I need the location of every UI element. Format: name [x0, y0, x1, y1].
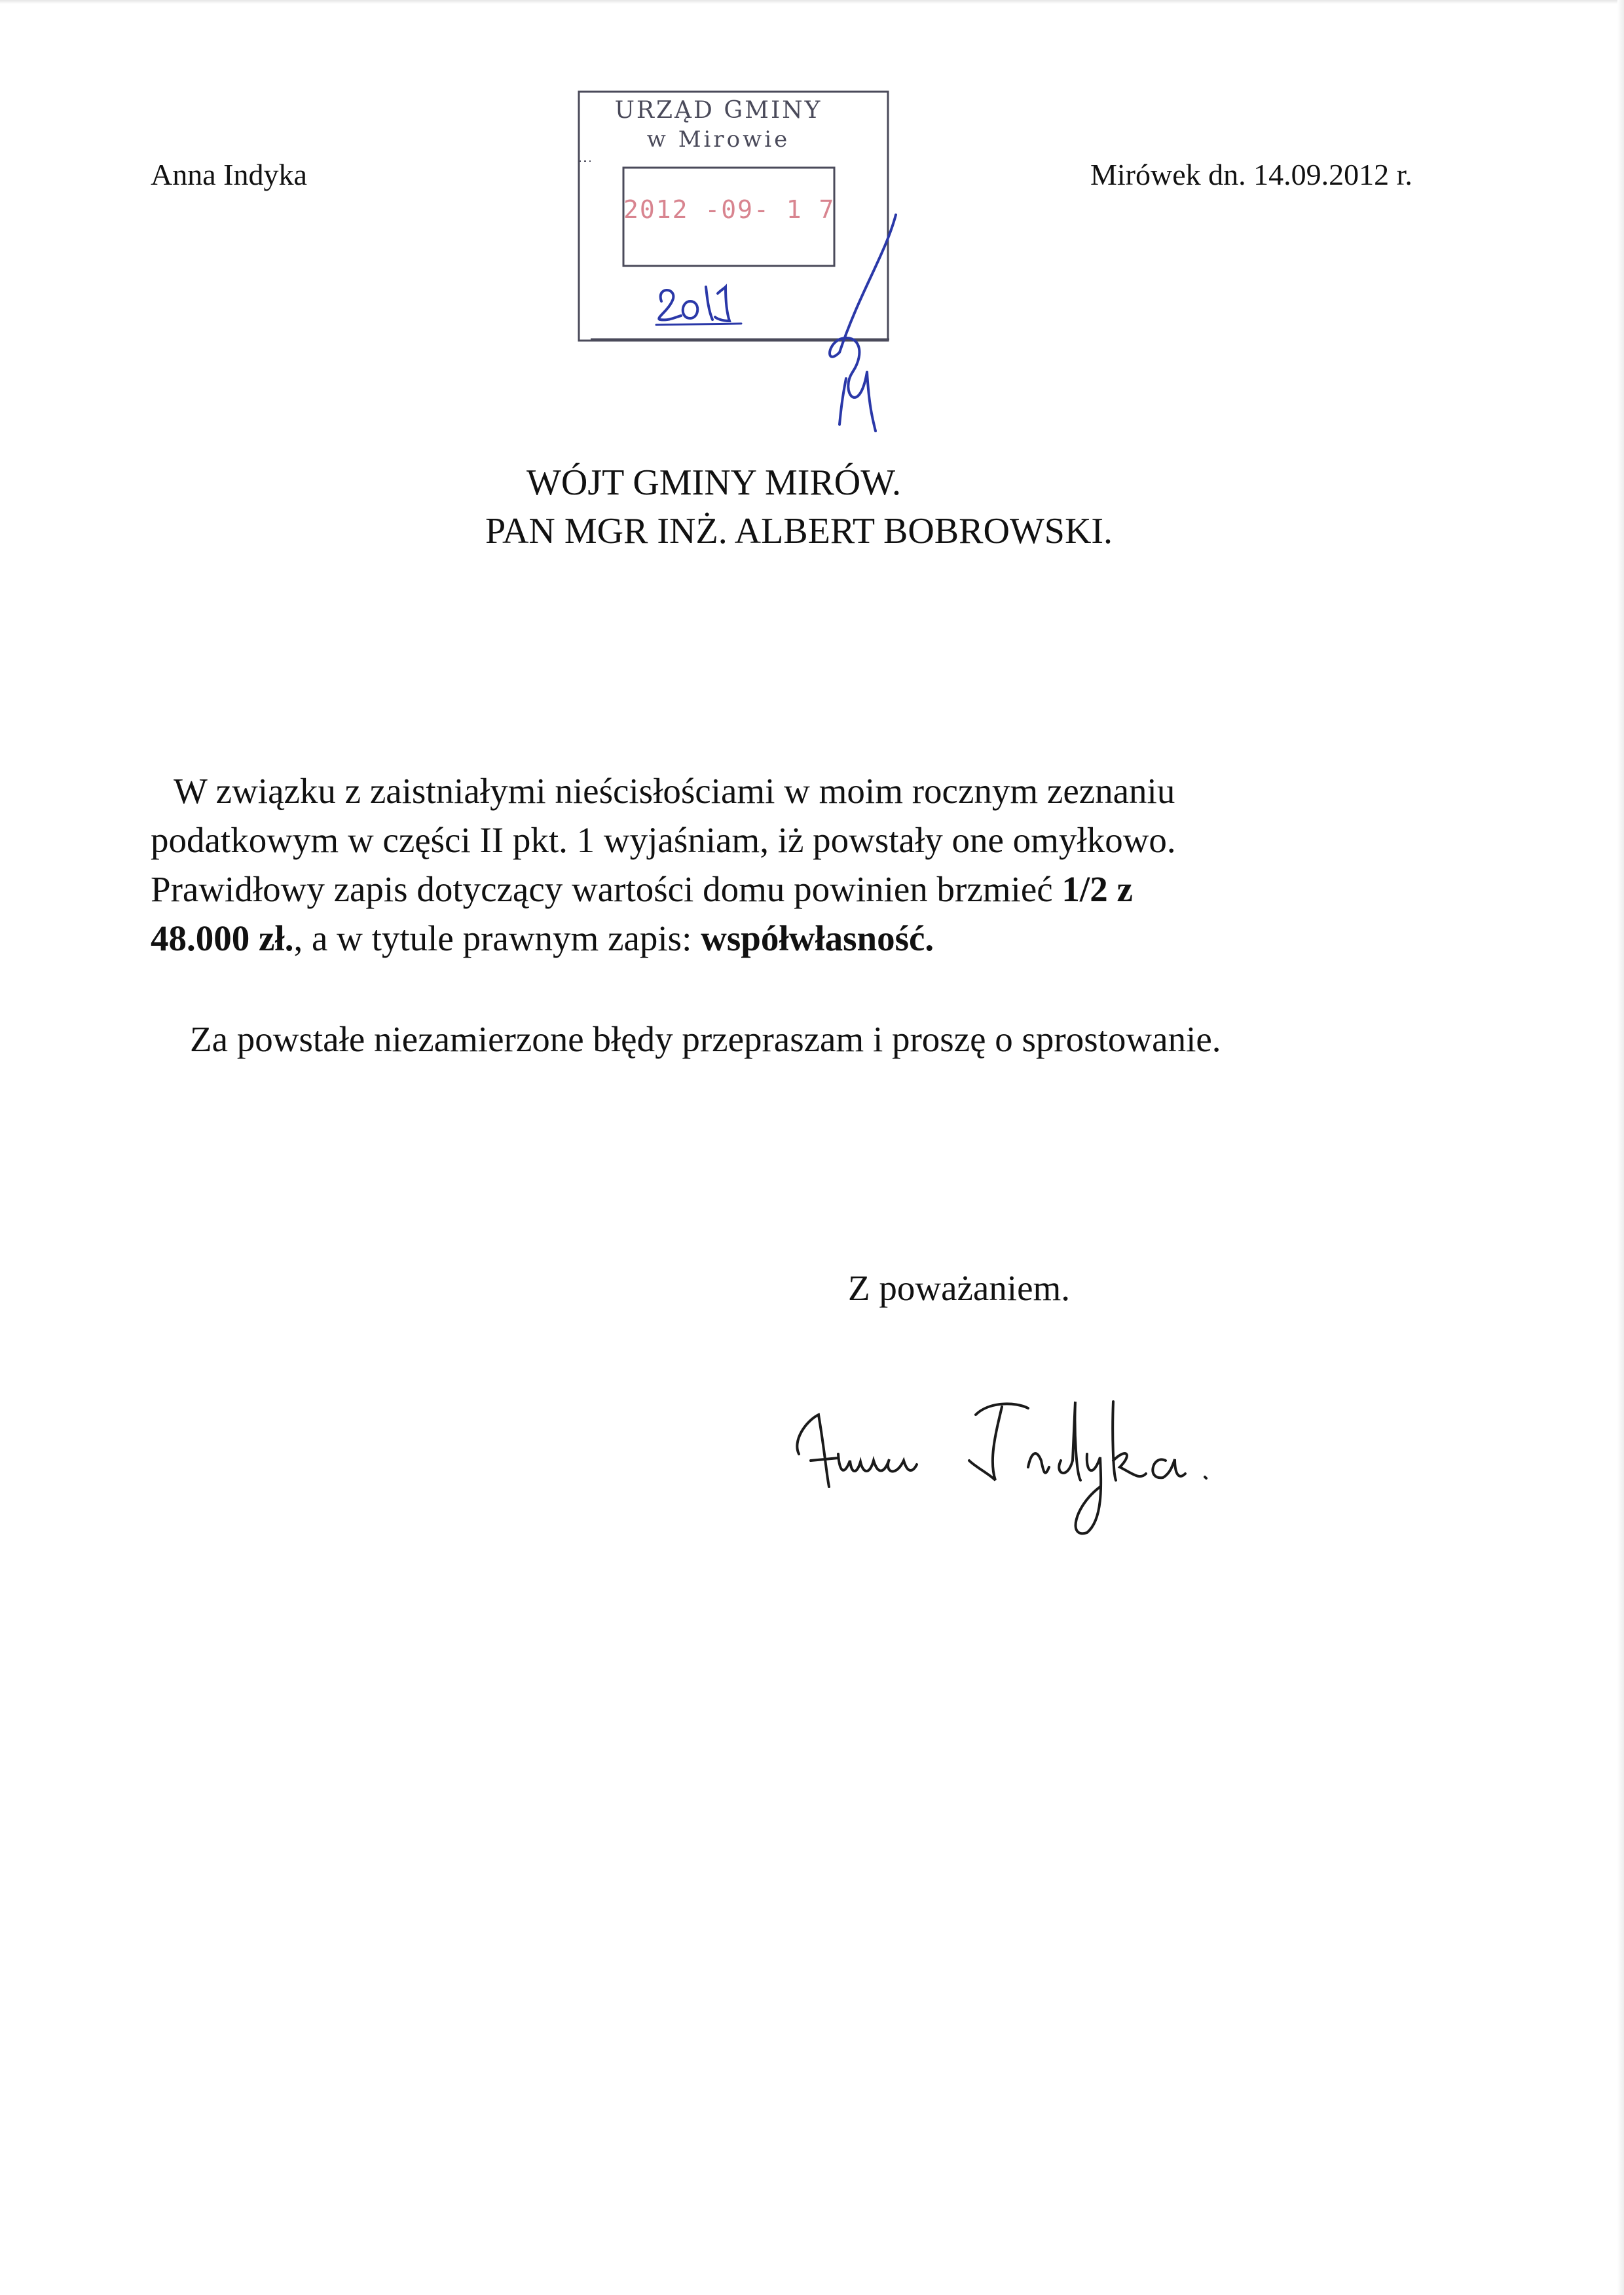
stamp-office-place: w Mirowie	[646, 126, 790, 153]
body-legal-title: współwłasność.	[701, 918, 934, 958]
stamp-office-name: URZĄD GMINY	[614, 97, 822, 124]
body-house-value: 48.000 zł.	[151, 918, 294, 958]
recipient-block	[0, 458, 1624, 555]
body-share-amount: 1/2 z	[1061, 869, 1133, 909]
apology-paragraph: Za powstałe niezamierzone błędy przepraszam i proszę o sprostowanie.	[190, 1019, 1221, 1059]
recipient-office: WÓJT GMINY MIRÓW.	[526, 462, 901, 503]
body-line-4	[151, 914, 1493, 963]
stamp-received-date: 2012 -09- 1 7	[623, 195, 836, 224]
body-line-2: podatkowym w części II pkt. 1 wyjaśniam, iż powstały one omyłkowo.	[151, 820, 1176, 860]
letter-body	[151, 766, 1493, 963]
stamp-initials	[830, 215, 896, 431]
body-line-3-text: Prawidłowy zapis dotyczący wartości domu powinien brzmieć	[151, 869, 1062, 909]
body-line-1: W związku z zaistniałymi nieścisłościami w moim rocznym zeznaniu	[174, 771, 1175, 811]
body-line-4-text: , a w tytule prawnym zapis:	[293, 918, 701, 958]
stamp-handwritten-number	[659, 287, 729, 321]
page-edge-top	[0, 0, 1624, 4]
letter-date: Mirówek dn. 14.09.2012 r.	[1090, 158, 1412, 191]
page-edge-right	[1617, 0, 1624, 2295]
recipient-person: PAN MGR INŻ. ALBERT BOBROWSKI.	[485, 511, 1113, 551]
closing-salutation: Z poważaniem.	[848, 1268, 1071, 1308]
sender-name: Anna Indyka	[151, 158, 307, 191]
body-line-3	[151, 865, 1493, 914]
signature-drawing	[779, 1375, 1238, 1546]
handwritten-signature	[779, 1375, 1238, 1549]
registry-stamp	[578, 90, 889, 343]
